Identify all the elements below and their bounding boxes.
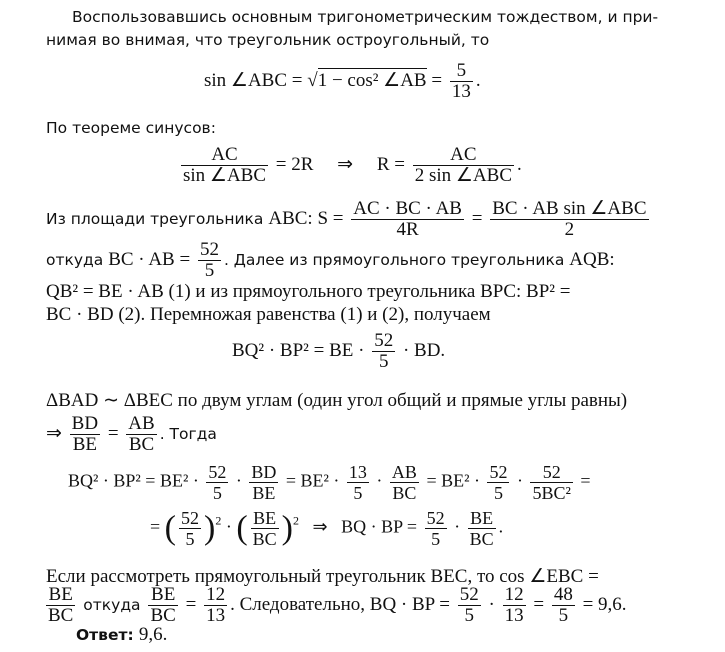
fraction — [249, 462, 278, 503]
paragraph-6-line-1: Если рассмотреть прямоугольный треугольник BEC, то cos ∠EBC = — [46, 566, 599, 587]
frac-den: BC — [469, 529, 494, 549]
chain2-end: . — [498, 516, 504, 537]
fraction-5-13 — [450, 61, 473, 102]
frac-den: sin ∠ABC — [183, 165, 267, 186]
frac-num: BE — [46, 585, 75, 606]
frac-den: 5 — [431, 529, 441, 549]
fraction — [487, 462, 509, 503]
paragraph-3 — [46, 199, 646, 240]
fraction — [347, 462, 369, 503]
frac-num: 52 — [199, 239, 219, 260]
frac-num: BD — [71, 413, 99, 434]
frac-num: AC — [181, 145, 268, 166]
fraction-ac-sin — [181, 145, 268, 186]
eq-sin-lhs: sin ∠ABC = — [204, 69, 308, 91]
paragraph-5-line-2 — [46, 414, 646, 455]
paragraph-4-line-1 — [46, 240, 646, 281]
frac-num: 48 — [553, 584, 573, 605]
answer-line — [76, 624, 676, 646]
fraction-52-5 — [198, 240, 221, 281]
chain1-t2: · — [231, 470, 247, 491]
chain2-t2: ⇒ BQ · BP = — [298, 516, 422, 537]
frac-den: BE — [72, 434, 98, 455]
frac-den: BC — [48, 605, 74, 626]
frac-num: BD — [251, 462, 277, 482]
fraction-area-4r — [351, 199, 464, 240]
p6-t1: откуда — [78, 595, 146, 614]
exponent: 2 — [292, 513, 299, 528]
paren-close: ) — [203, 509, 216, 547]
frac-num: 13 — [348, 462, 367, 482]
fraction — [46, 585, 75, 626]
frac-den: 5 — [353, 483, 363, 503]
fraction — [425, 508, 447, 549]
frac-num: BE — [148, 585, 177, 606]
paragraph-1-line-2: нимая во внимая, что треугольник остроугольный, то — [46, 31, 490, 49]
p4-start: откуда — [46, 251, 109, 269]
frac-den: BE — [252, 483, 276, 503]
frac-den: 5 — [378, 351, 389, 372]
frac-den: 13 — [451, 81, 471, 102]
fraction — [530, 462, 572, 503]
fraction-bd-be — [70, 414, 100, 455]
implies-arrow: ⇒ — [46, 422, 67, 444]
fraction-ab-bc — [126, 414, 156, 455]
fraction — [204, 585, 227, 626]
paren-open: ( — [164, 509, 176, 547]
equation-product — [232, 331, 445, 372]
frac-den: BC — [150, 605, 176, 626]
p4-end: AQB: — [569, 249, 615, 270]
frac-den: 13 — [504, 605, 524, 626]
frac-den: 5BC² — [532, 483, 571, 503]
fraction — [468, 508, 496, 549]
paragraph-4-line-3: BC · BD (2). Перемножая равенства (1) и (2), получаем — [46, 304, 491, 325]
frac-num: 12 — [504, 584, 524, 605]
fraction — [251, 508, 279, 549]
frac-den: 2 — [564, 219, 575, 240]
paren-open: ( — [236, 509, 248, 547]
frac-num: AB — [391, 462, 417, 482]
frac-num: AC — [413, 145, 514, 166]
equation-sin-abc — [204, 61, 481, 102]
frac-den: 5 — [185, 529, 195, 549]
frac-num: AB — [128, 413, 155, 434]
eq-sin-end: . — [475, 69, 481, 91]
sqrt-sign: √ — [307, 69, 318, 91]
frac-num: BC · AB sin ∠ABC — [492, 198, 647, 219]
chain1-t7: = — [575, 470, 591, 491]
frac-den: BC — [252, 529, 277, 549]
paren-close: ) — [281, 509, 293, 547]
frac-den: 4R — [396, 219, 419, 240]
fraction — [179, 508, 201, 549]
frac-den: 5 — [212, 483, 222, 503]
eq-product-lhs: BQ² · BP² = BE · — [232, 339, 370, 361]
paragraph-1-line-1: Воспользовавшись основным тригонометрическим тождеством, и при- — [72, 8, 659, 26]
answer-label: Ответ: — [76, 626, 134, 644]
frac-den: 13 — [206, 605, 226, 626]
p6-t4: · — [483, 593, 500, 615]
frac-den: BC — [128, 434, 155, 455]
chain2-t3: · — [449, 516, 465, 537]
fraction — [390, 462, 419, 503]
paragraph-3-text: Из площади треугольника — [46, 210, 269, 228]
eq-sines-mid: = 2R ⇒ R = — [271, 153, 410, 175]
frac-den: BC — [392, 483, 417, 503]
frac-num: 52 — [208, 462, 227, 482]
frac-den: 5 — [464, 605, 475, 626]
frac-num: BE — [251, 508, 279, 529]
frac-num: 52 — [459, 584, 479, 605]
chain1-t3: = BE² · — [281, 470, 344, 491]
fraction — [148, 585, 177, 626]
p6-t3: . Следовательно, BQ · BP = — [230, 593, 455, 615]
frac-num: 5 — [450, 61, 473, 82]
chain1-t1: BQ² · BP² = BE² · — [68, 470, 204, 491]
fraction — [458, 585, 481, 626]
eq-sin-equals: = — [426, 69, 447, 91]
fraction-ac-2sin — [413, 145, 514, 186]
frac-num: 52 — [426, 508, 445, 528]
fraction — [552, 585, 575, 626]
paragraph-3-math: ABC: S = — [268, 208, 349, 229]
frac-num: 52 — [489, 462, 508, 482]
equation-law-of-sines — [178, 145, 522, 186]
paragraph-6-line-2 — [46, 585, 646, 626]
exponent: 2 — [215, 513, 222, 528]
paragraph-3-equals: = — [466, 208, 488, 229]
eq-product-rhs: · BD. — [398, 339, 446, 361]
chain2-t1: = — [150, 516, 165, 537]
sqrt-radicand: 1 − cos² ∠AB — [317, 69, 427, 91]
fraction-52-5 — [372, 331, 395, 372]
p4-text: . Далее из прямоугольного треугольника — [223, 251, 570, 269]
frac-den: 2 sin ∠ABC — [414, 165, 513, 186]
equation-chain-line-1 — [68, 462, 591, 503]
equation-chain-line-2 — [150, 508, 503, 549]
chain1-t5: = BE² · — [421, 470, 485, 491]
chain1-t6: · — [512, 470, 528, 491]
fraction — [206, 462, 228, 503]
eq-sines-end: . — [517, 153, 522, 175]
p6-t6: = 9,6. — [577, 593, 627, 615]
chain1-t4: · — [371, 470, 387, 491]
p4-math: BC · AB = — [108, 249, 195, 270]
frac-num: 52 — [374, 330, 394, 351]
frac-num: 52 — [180, 508, 199, 528]
fraction-area-2 — [490, 199, 648, 240]
fraction — [503, 585, 526, 626]
frac-den: 5 — [558, 605, 569, 626]
paragraph-2: По теореме синусов: — [46, 119, 216, 137]
frac-num: 12 — [206, 584, 226, 605]
p5-then: . Тогда — [159, 424, 217, 443]
answer-value: 9,6. — [138, 624, 168, 645]
p5-equals: = — [103, 422, 124, 444]
frac-den: 5 — [493, 483, 503, 503]
frac-den: 5 — [204, 260, 215, 281]
frac-num: 52 — [530, 462, 572, 483]
frac-num: AC · BC · AB — [353, 198, 462, 219]
p6-t5: = — [528, 593, 549, 615]
paragraph-5-line-1: ΔBAD ∼ ΔBEC по двум углам (один угол общий и прямые углы равны) — [46, 390, 628, 411]
frac-num: BE — [468, 508, 496, 529]
paragraph-4-line-2: QB² = BE · AB (1) и из прямоугольного треугольника BPC: BP² = — [46, 281, 571, 302]
p6-t2: = — [180, 593, 202, 615]
chain2-dot: · — [221, 516, 237, 537]
